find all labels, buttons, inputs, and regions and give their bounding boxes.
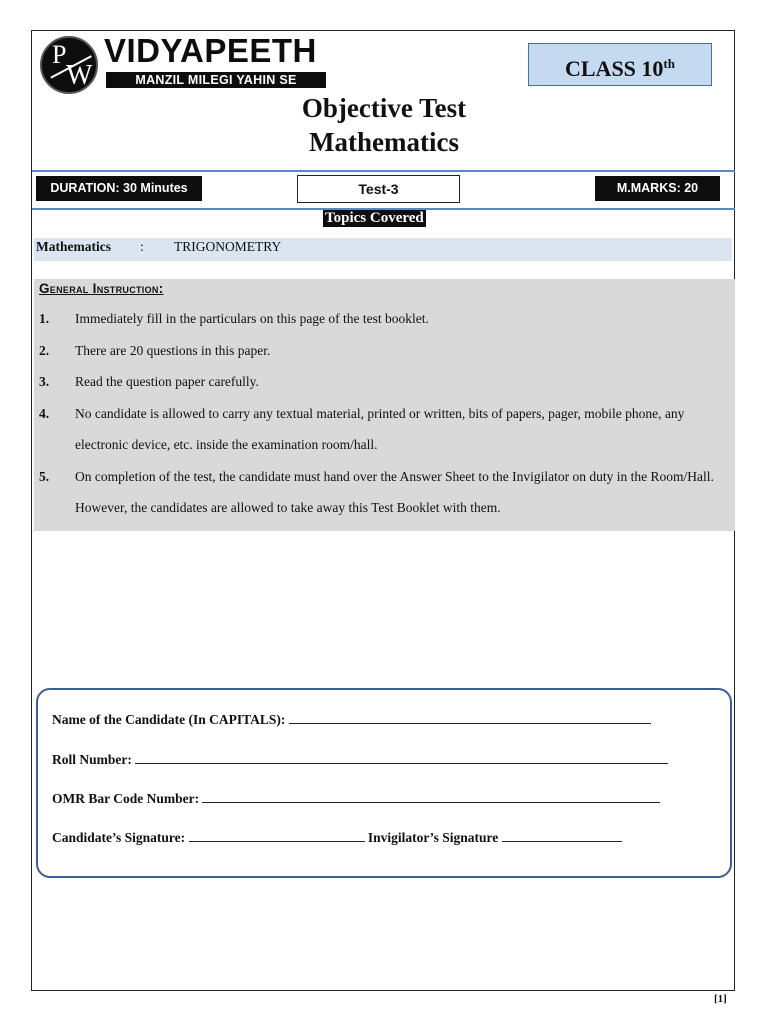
invigilator-signature-label: Invigilator’s Signature [367, 830, 499, 845]
candidate-name-line[interactable] [289, 712, 651, 724]
brand-name: VIDYAPEETH [104, 32, 317, 69]
brand-tagline: MANZIL MILEGI YAHIN SE [106, 72, 326, 88]
logo-letter-p: P [52, 40, 67, 69]
instruction-text: On completion of the test, the candidate must hand over the Answer Sheet to the Invigilator on duty in the Room/Hall. However, the candidates are allowed to take away this Test Booklet with them. [75, 469, 714, 515]
class-label: CLASS 10 [565, 56, 664, 81]
logo-letter-w: W [66, 60, 93, 91]
subject-row [34, 238, 732, 261]
topics-heading: Topics Covered [325, 210, 424, 226]
page-number: [1] [714, 993, 727, 1005]
class-label-sup: th [663, 56, 675, 71]
candidate-signature-line[interactable] [189, 830, 365, 842]
instructions-heading: General Instruction: [39, 281, 164, 296]
instruction-text: Read the question paper carefully. [75, 374, 259, 389]
instruction-text: No candidate is allowed to carry any textual material, printed or written, bits of papers, pager, mobile phone, any electronic device, etc. inside the examination room/hall. [75, 406, 685, 452]
signature-row [52, 830, 622, 846]
roll-number-line[interactable] [135, 752, 668, 764]
instruction-number: 5. [39, 469, 50, 484]
page-title-line2: Mathematics [309, 127, 459, 157]
roll-number-label: Roll Number: [52, 752, 132, 767]
instruction-number: 2. [39, 343, 50, 358]
instruction-text: There are 20 questions in this paper. [75, 343, 271, 358]
subject-label: Mathematics [36, 239, 111, 254]
pw-logo-emblem [40, 36, 98, 94]
omr-barcode-line[interactable] [202, 791, 660, 803]
candidate-signature-label: Candidate’s Signature: [52, 830, 186, 845]
divider-top [32, 170, 735, 172]
subject-topic: TRIGONOMETRY [174, 239, 282, 254]
class-badge [528, 43, 712, 86]
instructions-panel [34, 279, 735, 531]
roll-number-field[interactable] [52, 752, 668, 768]
candidate-name-label: Name of the Candidate (In CAPITALS): [52, 712, 286, 727]
page-title-line1: Objective Test [301, 93, 467, 123]
instruction-number: 3. [39, 374, 50, 389]
invigilator-signature-line[interactable] [502, 830, 622, 842]
max-marks-badge: M.MARKS: 20 [595, 176, 720, 201]
omr-barcode-label: OMR Bar Code Number: [52, 791, 200, 806]
instruction-text: Immediately fill in the particulars on this page of the test booklet. [75, 311, 429, 326]
candidate-name-field[interactable] [52, 712, 651, 728]
omr-barcode-field[interactable] [52, 791, 660, 807]
subject-colon: : [140, 239, 144, 254]
pw-logo [40, 32, 330, 96]
duration-badge: DURATION: 30 Minutes [36, 176, 202, 201]
test-number-box: Test-3 [297, 175, 460, 203]
instruction-number: 4. [39, 406, 50, 421]
instruction-number: 1. [39, 311, 50, 326]
candidate-details-box [36, 688, 732, 878]
